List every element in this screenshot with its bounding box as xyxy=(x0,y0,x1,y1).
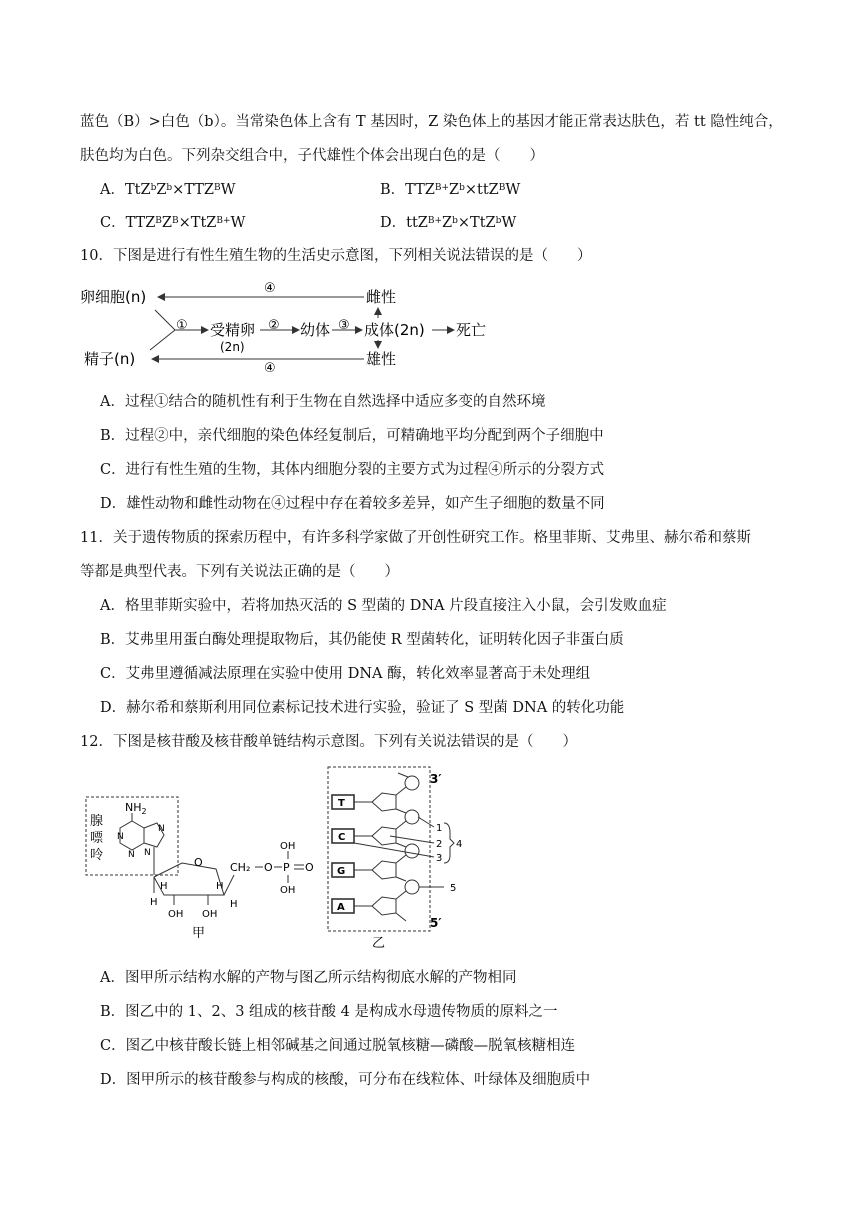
q9-option-b[interactable] xyxy=(380,180,520,200)
figure-jia-nucleotide xyxy=(80,765,330,945)
q11-option-b[interactable]: B．艾弗里用蛋白酶处理提取物后，其仍能使 R 型菌转化，证明转化因子非蛋白质 xyxy=(100,632,624,648)
label-2: 2 xyxy=(436,839,443,850)
q12-option-c[interactable]: C．图乙中核苷酸长链上相邻碱基之间通过脱氧核糖—磷酸—脱氧核糖相连 xyxy=(100,1038,576,1054)
allele-sup: B+ xyxy=(427,216,443,226)
nh2-label: $NH_2$ xyxy=(125,801,147,816)
q9-option-c[interactable] xyxy=(100,213,245,233)
q10-stem: 10．下图是进行有性生殖生物的生活史示意图，下列相关说法错误的是（ ） xyxy=(80,248,592,264)
oh-top: OH xyxy=(280,841,296,852)
q10-option-c[interactable]: C．进行有性生殖的生物，其体内细胞分裂的主要方式为过程④所示的分裂方式 xyxy=(100,462,605,478)
female-label: 雌性 xyxy=(366,288,397,306)
q12-option-d[interactable]: D．图甲所示的核苷酸参与构成的核酸，可分布在线粒体、叶绿体及细胞质中 xyxy=(100,1072,591,1088)
adenine-char3: 呤 xyxy=(90,848,104,863)
q11-option-a[interactable]: A．格里菲斯实验中，若将加热灭活的 S 型菌的 DNA 片段直接注入小鼠，会引发败血症 xyxy=(100,598,667,614)
n-atom: N xyxy=(144,848,151,858)
three-prime-end: 3′ xyxy=(430,772,442,786)
n-atom: N xyxy=(128,850,135,860)
adenine-char2: 嘌 xyxy=(90,831,104,846)
option-label: A． xyxy=(100,182,125,198)
h-atom-1: H xyxy=(150,897,158,908)
ch2-group: CH₂ xyxy=(230,861,251,874)
double-bond-oxygen: O xyxy=(305,861,314,874)
q10-option-a[interactable]: A．过程①结合的随机性有利于生物在自然选择中适应多变的自然环境 xyxy=(100,394,546,410)
base-c: C xyxy=(338,832,346,843)
phosphorus: P xyxy=(283,861,290,874)
label-3: 3 xyxy=(436,853,443,864)
genotype-part: W xyxy=(230,215,246,231)
allele-sup: b xyxy=(495,216,502,226)
q12-option-a[interactable]: A．图甲所示结构水解的产物与图乙所示结构彻底水解的产物相同 xyxy=(100,970,517,986)
sperm-label: 精子(n) xyxy=(84,350,136,368)
nucleotide-a xyxy=(332,877,419,921)
allele-sup: B xyxy=(214,183,221,193)
allele-sup: b xyxy=(459,183,465,193)
label-1: 1 xyxy=(436,823,443,834)
death-label: 死亡 xyxy=(456,321,487,339)
q9-stem-line2: 肤色均为白色。下列杂交组合中，子代雄性个体会出现白色的是（ ） xyxy=(80,148,544,164)
h-atom-2: H xyxy=(160,881,168,892)
genotype-part: ×TTZ xyxy=(172,182,215,198)
q10-option-b[interactable]: B．过程②中，亲代细胞的染色体经复制后，可精确地平均分配到两个子细胞中 xyxy=(100,428,604,444)
n-atom: N xyxy=(117,832,124,842)
figure-yi-label: 乙 xyxy=(372,936,386,951)
genotype-part: Z xyxy=(161,215,172,231)
process-3-label: ③ xyxy=(338,318,350,333)
q9-stem-line1: 蓝色（B）>白色（b）。当常染色体上含有 T 基因时，Z 染色体上的基因才能正常表达肤色，若 tt 隐性纯合， xyxy=(80,114,783,130)
genotype-part: W xyxy=(220,182,236,198)
oh-bottom: OH xyxy=(280,885,296,896)
genotype-part: ×ttZ xyxy=(464,182,499,198)
base-a: A xyxy=(337,902,345,913)
allele-sup: B xyxy=(155,216,162,226)
genotype-part: ttZ xyxy=(406,215,428,231)
option-label: C． xyxy=(100,215,126,231)
egg-merge-line xyxy=(155,310,175,330)
q12-stem: 12．下图是核苷酸及核苷酸单链结构示意图。下列有关说法错误的是（ ） xyxy=(80,734,577,750)
life-cycle-diagram xyxy=(80,280,520,372)
genotype-part: Z xyxy=(449,182,460,198)
allele-sup: b xyxy=(452,216,458,226)
q11-stem-line2: 等都是典型代表。下列有关说法正确的是（ ） xyxy=(80,564,399,580)
option-label: D． xyxy=(380,215,407,231)
allele-sup: B+ xyxy=(216,216,231,226)
genotype-part: Z xyxy=(442,215,453,231)
q10-option-d[interactable]: D．雄性动物和雌性动物在④过程中存在着较多差异，如产生子细胞的数量不同 xyxy=(100,496,605,512)
zygote-label: 受精卵 xyxy=(210,321,256,339)
process-4-top: ④ xyxy=(264,281,276,296)
q9-option-a[interactable] xyxy=(100,180,236,200)
oh-atom-2: OH xyxy=(202,909,218,920)
sperm-merge-line xyxy=(150,330,175,350)
base-g: G xyxy=(337,866,346,877)
five-prime-end: 5′ xyxy=(430,916,442,930)
zygote-ploidy: (2n) xyxy=(220,340,245,354)
process-2-label: ② xyxy=(268,318,280,333)
process-4-bottom: ④ xyxy=(264,361,276,372)
nucleotide-g xyxy=(332,843,419,879)
nucleotide-c xyxy=(332,809,419,845)
genotype-part: Z xyxy=(156,182,167,198)
label-5: 5 xyxy=(450,883,457,894)
q11-option-d[interactable]: D．赫尔希和蔡斯利用同位素标记技术进行实验，验证了 S 型菌 DNA 的转化功能 xyxy=(100,700,625,716)
q12-option-b[interactable]: B．图乙中的 1、2、3 组成的核苷酸 4 是构成水母遗传物质的原料之一 xyxy=(100,1004,558,1020)
q11-option-c[interactable]: C．艾弗里遵循减法原理在实验中使用 DNA 酶，转化效率显著高于未处理组 xyxy=(100,666,591,682)
base-t: T xyxy=(338,798,345,809)
figure-jia-label: 甲 xyxy=(192,926,206,941)
oh-atom-1: OH xyxy=(168,909,184,920)
figure-yi-strand xyxy=(320,765,480,953)
genotype-part: W xyxy=(501,215,517,231)
genotype-part: W xyxy=(505,182,521,198)
genotype-part: ×TtZ xyxy=(178,215,217,231)
adult-label: 成体(2n) xyxy=(364,321,425,339)
process-1-label: ① xyxy=(176,318,188,333)
h-atom-3: H xyxy=(216,881,224,892)
allele-sup: B+ xyxy=(434,183,449,193)
adenine-char1: 腺 xyxy=(90,814,104,829)
q11-stem-line1: 11．关于遗传物质的探索历程中，有许多科学家做了开创性研究工作。格里菲斯、艾弗里、赫尔希和蔡斯 xyxy=(80,530,751,546)
allele-sup: b xyxy=(166,183,173,193)
nucleotide-t xyxy=(332,773,419,811)
allele-sup: B xyxy=(172,216,179,226)
egg-label: 卵细胞(n) xyxy=(80,288,147,306)
ring-oxygen: O xyxy=(194,856,203,869)
male-label: 雄性 xyxy=(366,350,397,368)
q9-option-d[interactable] xyxy=(380,213,516,233)
allele-sup: B xyxy=(498,183,506,193)
option-label: B． xyxy=(380,182,406,198)
genotype-part: TtZ xyxy=(124,182,151,198)
linking-oxygen: O xyxy=(264,861,273,874)
label-4: 4 xyxy=(456,839,463,850)
genotype-part: TTZ xyxy=(405,182,435,198)
genotype-part: ×TtZ xyxy=(457,215,496,231)
genotype-part: TTZ xyxy=(125,215,156,231)
juvenile-label: 幼体 xyxy=(300,321,331,339)
h-atom-4: H xyxy=(230,899,238,910)
n-atom: N xyxy=(158,824,165,834)
allele-sup: b xyxy=(150,183,157,193)
